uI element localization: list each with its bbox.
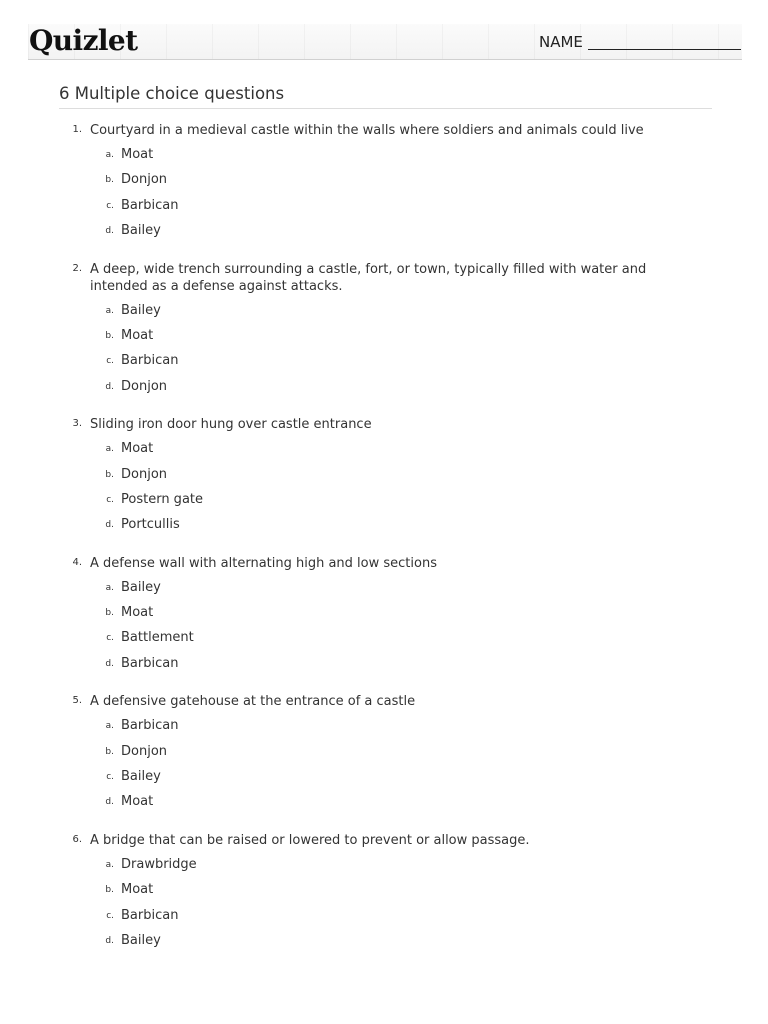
option-letter: d. xyxy=(105,935,114,946)
answer-option xyxy=(0,193,768,218)
option-letter: c. xyxy=(106,200,114,211)
answer-option xyxy=(0,903,768,928)
option-text: Battlement xyxy=(121,630,194,646)
answer-options xyxy=(0,436,768,538)
question-text: A defensive gatehouse at the entrance of a castle xyxy=(90,694,416,710)
answer-options xyxy=(0,298,768,400)
option-text: Moat xyxy=(121,327,154,343)
option-text: Bailey xyxy=(121,769,161,785)
option-text: Moat xyxy=(121,147,154,162)
option-letter: a. xyxy=(105,444,114,455)
option-text: Drawbridge xyxy=(121,856,197,872)
option-letter: c. xyxy=(106,772,114,783)
question-text: A bridge that can be raised or lowered to prevent or allow passage. xyxy=(90,832,530,848)
option-letter: c. xyxy=(106,910,114,921)
answer-option xyxy=(0,852,768,877)
answer-option xyxy=(0,600,768,625)
question-item xyxy=(0,413,768,538)
answer-option xyxy=(0,218,768,243)
option-text: Moat xyxy=(121,441,154,457)
question-number: 1. xyxy=(72,124,82,135)
question-item xyxy=(0,552,768,677)
option-text: Bailey xyxy=(121,579,161,595)
option-letter: d. xyxy=(105,520,114,531)
option-text: Donjon xyxy=(121,743,168,759)
question-number: 3. xyxy=(72,418,82,430)
question-number: 4. xyxy=(72,556,82,568)
option-letter: d. xyxy=(105,658,114,669)
answer-option xyxy=(0,298,768,323)
option-letter: d. xyxy=(105,226,114,237)
section-divider xyxy=(59,108,712,109)
option-letter: a. xyxy=(105,150,114,160)
answer-option xyxy=(0,323,768,348)
answer-options xyxy=(0,852,768,954)
answer-option xyxy=(0,487,768,512)
answer-option xyxy=(0,374,768,399)
option-letter: a. xyxy=(105,305,114,316)
option-text: Barbican xyxy=(121,353,179,369)
option-letter: a. xyxy=(105,859,114,870)
option-text: Moat xyxy=(121,605,154,621)
option-letter: c. xyxy=(106,356,114,367)
option-text: Donjon xyxy=(121,172,168,188)
question-number: 5. xyxy=(72,695,82,707)
option-letter: b. xyxy=(105,608,114,619)
question-list xyxy=(0,119,768,967)
option-letter: c. xyxy=(106,633,114,644)
option-letter: d. xyxy=(105,381,114,392)
option-letter: a. xyxy=(105,721,114,732)
answer-option xyxy=(0,167,768,192)
option-text: Barbican xyxy=(121,655,179,671)
answer-option xyxy=(0,348,768,373)
quizlet-logo: Quizlet xyxy=(29,24,138,57)
question-text: A defense wall with alternating high and low sections xyxy=(90,555,437,571)
question-number: 6. xyxy=(72,833,82,845)
option-letter: c. xyxy=(106,494,114,505)
option-letter: b. xyxy=(105,175,114,186)
name-label: NAME xyxy=(539,33,583,51)
question-text: A deep, wide trench surrounding a castle, fort, or town, typically filled with water and intended as a defense against attacks. xyxy=(90,261,647,294)
answer-option xyxy=(0,764,768,789)
question-item xyxy=(0,258,768,400)
option-text: Barbican xyxy=(121,197,179,213)
answer-option xyxy=(0,512,768,537)
answer-options xyxy=(0,713,768,815)
answer-option xyxy=(0,436,768,461)
answer-option xyxy=(0,462,768,487)
question-text: Courtyard in a medieval castle within the walls where soldiers and animals could live xyxy=(90,123,644,138)
answer-option xyxy=(0,789,768,814)
answer-options xyxy=(0,575,768,677)
option-text: Donjon xyxy=(121,378,168,394)
option-text: Barbican xyxy=(121,907,179,923)
answer-option xyxy=(0,739,768,764)
option-letter: d. xyxy=(105,797,114,808)
option-text: Barbican xyxy=(121,718,179,734)
option-letter: b. xyxy=(105,746,114,757)
answer-option xyxy=(0,928,768,953)
option-text: Bailey xyxy=(121,223,161,239)
option-text: Moat xyxy=(121,794,154,810)
answer-option xyxy=(0,713,768,738)
name-blank-line xyxy=(588,49,741,50)
question-item xyxy=(0,829,768,954)
option-text: Portcullis xyxy=(121,517,180,533)
answer-option xyxy=(0,651,768,676)
option-text: Bailey xyxy=(121,302,161,318)
option-text: Moat xyxy=(121,882,154,898)
option-letter: b. xyxy=(105,469,114,480)
option-letter: b. xyxy=(105,885,114,896)
answer-option xyxy=(0,575,768,600)
question-item xyxy=(0,119,768,244)
page-header xyxy=(28,24,742,60)
answer-options xyxy=(0,142,768,244)
question-item xyxy=(0,690,768,815)
option-text: Donjon xyxy=(121,466,168,482)
question-text: Sliding iron door hung over castle entrance xyxy=(90,417,372,433)
answer-option xyxy=(0,625,768,650)
option-text: Bailey xyxy=(121,932,161,948)
answer-option xyxy=(0,142,768,167)
option-letter: b. xyxy=(105,330,114,341)
option-letter: a. xyxy=(105,582,114,593)
section-title: 6 Multiple choice questions xyxy=(59,84,285,103)
option-text: Postern gate xyxy=(121,491,203,507)
question-number: 2. xyxy=(72,262,82,274)
answer-option xyxy=(0,877,768,902)
